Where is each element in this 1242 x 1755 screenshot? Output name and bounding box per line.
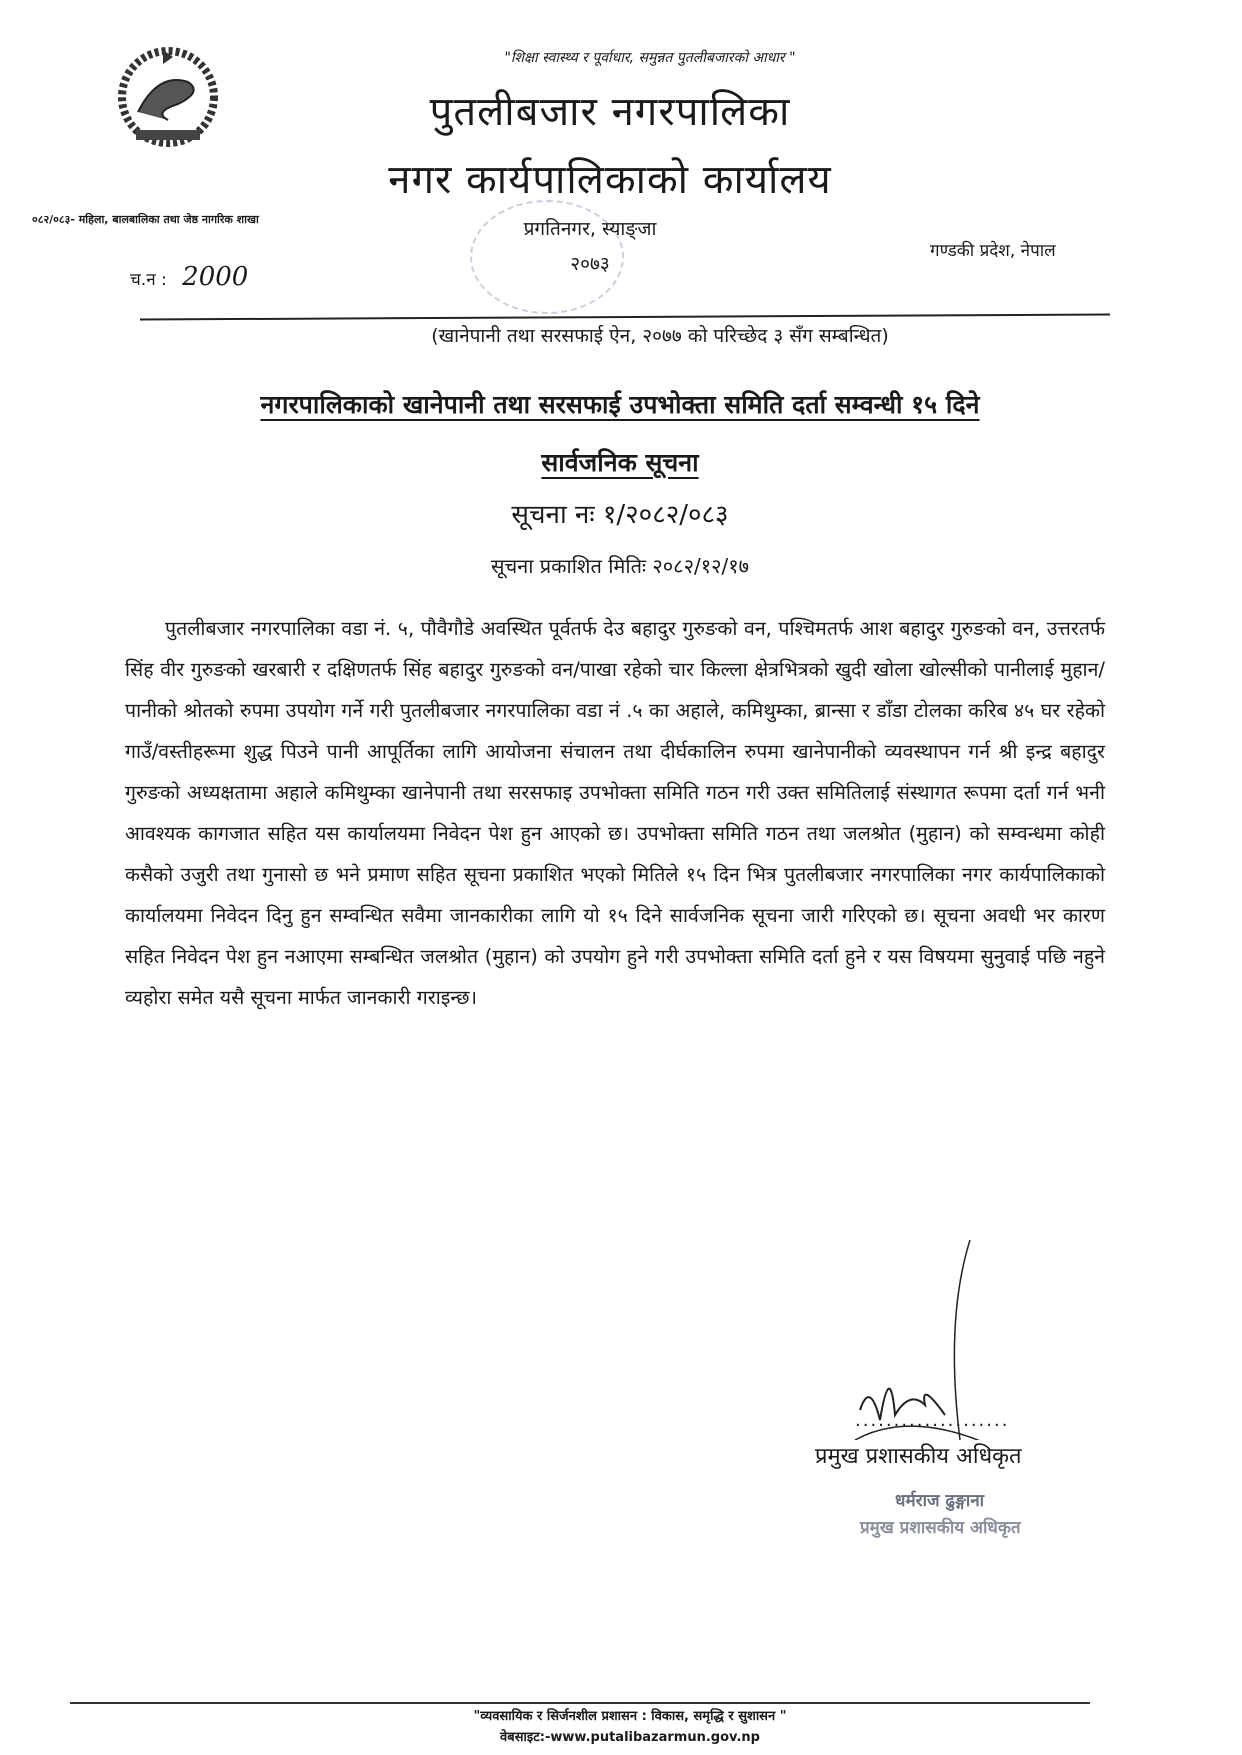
notice-heading: [150, 376, 1090, 492]
province-label: गण्डकी प्रदेश, नेपाल: [930, 241, 1056, 261]
municipality-slogan: "शिक्षा स्वास्थ्य र पूर्वाधार, समुन्नत पुतलीबजारको आधार ": [504, 50, 796, 66]
notice-heading-line1: नगरपालिकाको खानेपानी तथा सरसफाई उपभोक्ता समिति दर्ता सम्वन्धी १५ दिने: [260, 390, 980, 419]
legal-reference: (खानेपानी तथा सरसफाई ऐन, २०७७ को परिच्छेद ३ सँग सम्बन्धित): [431, 325, 889, 347]
header-divider: [140, 313, 1110, 320]
municipality-name: पुतलीबजार नगरपालिका: [429, 89, 791, 135]
notice-published-date: सूचना प्रकाशित मितिः २०८२/१२/१७: [490, 554, 750, 578]
dispatch-number-field: [130, 262, 248, 292]
signature-line: ....................: [855, 1410, 1010, 1431]
office-name: नगर कार्यपालिकाको कार्यालय: [388, 157, 832, 203]
office-address: प्रगतिनगर, स्याङ्जा: [523, 218, 657, 240]
signatory-stamp-title: प्रमुख प्रशासकीय अधिकृत: [860, 1518, 1021, 1538]
dispatch-label: च.न :: [130, 270, 167, 290]
signatory-stamp-name: धर्मराज ढुङ्गाना: [895, 1491, 985, 1511]
footer-website: वेबसाइट:-www.putalibazarmun.gov.np: [500, 1730, 760, 1745]
nepal-government-emblem-icon: [108, 42, 228, 152]
footer-divider: [70, 1702, 1090, 1704]
branch-label: ०८२/०८३- महिला, बालबालिका तथा जेष्ठ नागरिक शाखा: [32, 213, 259, 226]
notice-heading-line2: सार्वजनिक सूचना: [541, 448, 699, 477]
signatory-title: प्रमुख प्रशासकीय अधिकृत: [815, 1444, 1022, 1469]
notice-number: सूचना नः १/२०८२/०८३: [511, 500, 729, 530]
established-year: २०७३: [570, 253, 610, 275]
dispatch-number: 2000: [182, 262, 249, 292]
notice-body: पुतलीबजार नगरपालिका वडा नं. ५, पौवैगौडे अवस्थित पूर्वतर्फ देउ बहादुर गुरुङको वन, पश्चिमतर्फ आश बहादुर गुरुङको वन, उत्तरतर्फ सिंह वीर गुरुङको खरबारी र दक्षिणतर्फ सिंह बहादुर गुरुङको वन/पाखा रहेको चार किल्ला क्षेत्रभित्रको खुदी खोला खोल्सीको पानीलाई मुहान/ पानीको श्रोतको रुपमा उपयोग गर्ने गरी पुतलीबजार नगरपालिका वडा नं .५ का अहाले, कमिथुम्का, ब्रान्सा र डाँडा टोलका करिब ४५ घर रहेको गाउँ/वस्तीहरूमा शुद्ध पिउने पानी आपूर्तिका लागि आयोजना संचालन तथा दीर्घकालिन रुपमा खानेपानीको व्यवस्थापन गर्न श्री इन्द्र बहादुर गुरुङको अध्यक्षतामा अहाले कमिथुम्का खानेपानी तथा सरसफाइ उपभोक्ता समिति गठन गरी उक्त समितिलाई संस्थागत रूपमा दर्ता गर्न भनी आवश्यक कागजात सहित यस कार्यालयमा निवेदन पेश हुन आएको छ। उपभोक्ता समिति गठन तथा जलश्रोत (मुहान) को सम्वन्धमा कोही कसैको उजुरी तथा गुनासो छ भने प्रमाण सहित सूचना प्रकाशित भएको मितिले १५ दिन भित्र पुतलीबजार नगरपालिका नगर कार्यपालिकाको कार्यालयमा निवेदन दिनु हुन सम्वन्धित सवैमा जानकारीका लागि यो १५ दिने सार्वजनिक सूचना जारी गरिएको छ। सूचना अवधी भर कारण सहित निवेदन पेश हुन नआएमा सम्बन्धित जलश्रोत (मुहान) को उपयोग हुने गरी उपभोक्ता समिति दर्ता हुने र यस विषयमा सुनुवाई पछि नहुने व्यहोरा समेत यसै सूचना मार्फत जानकारी गराइन्छ।: [125, 617, 1105, 1009]
footer-slogan: "व्यवसायिक र सिर्जनशील प्रशासन : विकास, समृद्धि र सुशासन ": [473, 1709, 787, 1724]
